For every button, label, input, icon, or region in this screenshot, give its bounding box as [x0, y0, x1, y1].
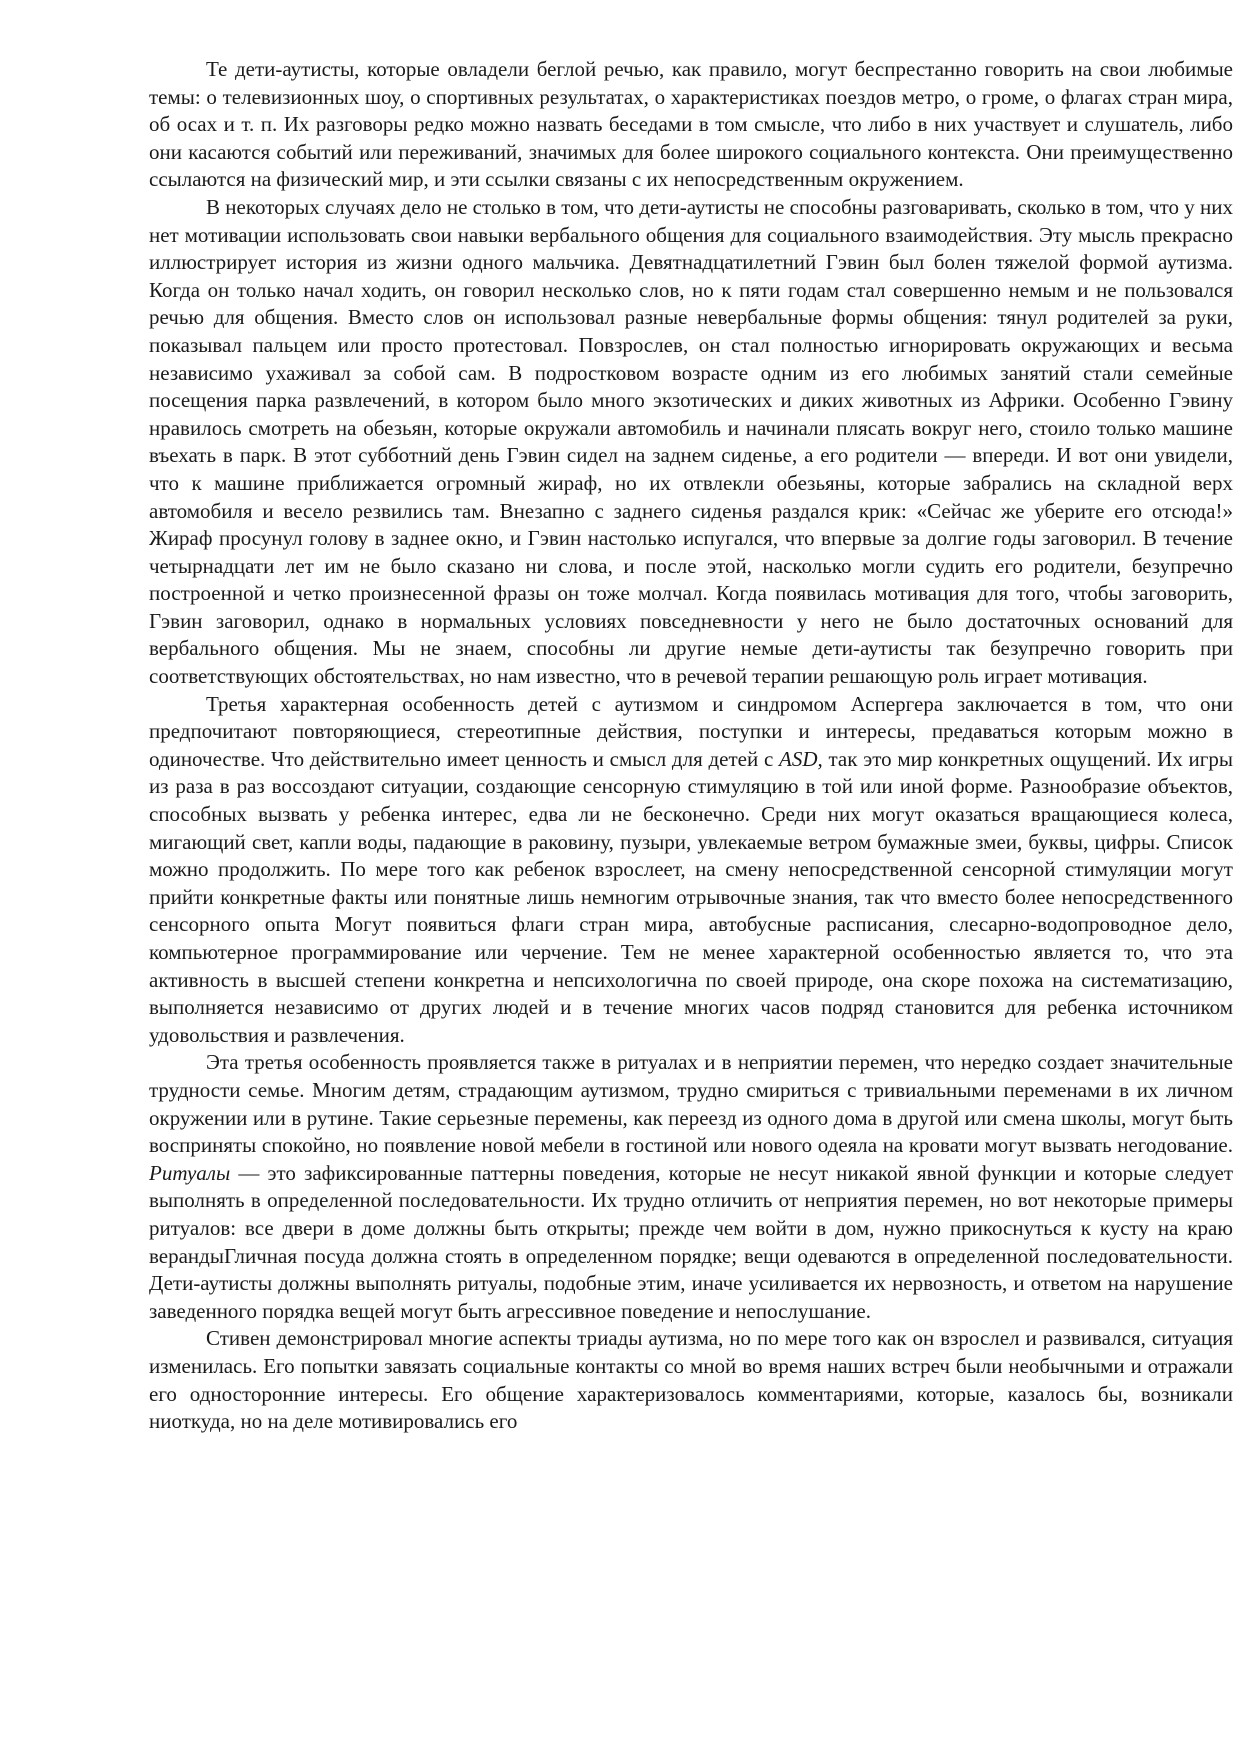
body-text [149, 56, 1233, 1436]
paragraph-4 [149, 1049, 1233, 1325]
paragraph-2-text: В некоторых случаях дело не столько в том, что дети-аутисты не способны разговаривать, сколько в том, что у них нет мотивации использовать свои навыки вербального общения для социального взаимодействия. Эту мысль прекрасно иллюстрирует история из жизни одного мальчика. Девятнадцатилетний Гэвин был болен тяжелой формой аутизма. Когда он только начал ходить, он говорил несколько слов, но к пяти годам стал совершенно немым и не пользовался речью для общения. Вместо слов он использовал разные невербальные формы общения: тянул родителей за руки, показывал пальцем или просто протестовал. Повзрослев, он стал полностью игнорировать окружающих и весьма независимо ухаживал за собой сам. В подростковом возрасте одним из его любимых занятий стали семейные посещения парка развлечений, в котором было много экзотических и диких животных из Африки. Особенно Гэвину нравилось смотреть на обезьян, которые окружали автомобиль и начинали плясать вокруг него, стоило только машине въехать в парк. В этот субботний день Гэвин сидел на заднем сиденье, а его родители — впереди. И вот они увидели, что к машине приближается огромный жираф, но их отвлекли обезьяны, которые забрались на складной верх автомобиля и весело резвились там. Внезапно с заднего сиденья раздался крик: «Сейчас же уберите его отсюда!» Жираф просунул голову в заднее окно, и Гэвин настолько испугался, что впервые за долгие годы заговорил. В течение четырнадцати лет им не было сказано ни слова, и после этой, насколько могли судить его родители, безупречно построенной и четко произнесенной фразы он тоже молчал. Когда появилась мотивация для того, чтобы заговорить, Гэвин заговорил, однако в нормальных условиях повседневности у него не было достаточных оснований для вербального общения. Мы не знаем, способны ли другие немые дети-аутисты так безупречно говорить при соответствующих обстоятельствах, но нам известно, что в речевой терапии решающую роль играет мотивация. [149, 194, 1233, 689]
paragraph-4-text-b: — это зафиксированные паттерны поведения, которые не несут никакой явной функции и которые следует выполнять в определенной последовательности. Их трудно отличить от неприятия перемен, но вот некоторые примеры ритуалов: все двери в доме должны быть открыты; прежде чем войти в дом, нужно прикоснуться к кусту на краю верандыГличная посуда должна стоять в определенном порядке; вещи одеваются в определенной последовательности. Дети-аутисты должны выполнять ритуалы, подобные этим, иначе усиливается их нервозность, и ответом на нарушение заведенного порядка вещей могут быть агрессивное поведение и непослушание. [149, 1160, 1233, 1323]
paragraph-3 [149, 691, 1233, 1050]
paragraph-2 [149, 194, 1233, 691]
paragraph-5-text: Стивен демонстрировал многие аспекты триады аутизма, но по мере того как он взрослел и развивался, ситуация изменилась. Его попытки завязать социальные контакты со мной во время наших встреч были необычными и отражали его односторонние интересы. Его общение характеризовалось комментариями, которые, казалось бы, возникали ниоткуда, но на деле мотивировались его [149, 1326, 1233, 1434]
paragraph-5 [149, 1325, 1233, 1435]
paragraph-3-asd-term: ASD, [779, 746, 823, 771]
paragraph-4-rituals-term: Ритуалы [149, 1160, 231, 1185]
paragraph-1 [149, 56, 1233, 194]
paragraph-3-text-a: Третья характерная особенность детей с аутизмом и синдромом Аспергера заключается в том, что они предпочитают повторяющиеся, стереотипные действия, поступки и интересы, предаваться которым можно в одиночестве. Что действительно имеет ценность и смысл для детей с [149, 691, 1233, 771]
paragraph-3-text-b: так это мир конкретных ощущений. Их игры из раза в раз воссоздают ситуации, создающие сенсорную стимуляцию в той или иной форме. Разнообразие объектов, способных вызвать у ребенка интерес, едва ли не бесконечно. Среди них могут оказаться вращающиеся колеса, мигающий свет, капли воды, падающие в раковину, пузыри, увлекаемые ветром бумажные змеи, буквы, цифры. Список можно продолжить. По мере того как ребенок взрослеет, на смену непосредственной сенсорной стимуляции могут прийти конкретные факты или понятные лишь немногим отрывочные знания, так что вместо более непосредственного сенсорного опыта Могут появиться флаги стран мира, автобусные расписания, слесарно-водопроводное дело, компьютерное программирование или черчение. Тем не менее характерной особенностью является то, что эта активность в высшей степени конкретна и непсихологична по своей природе, она скоре похожа на систематизацию, выполняется независимо от других людей и в течение многих часов подряд становится для ребенка источником удовольствия и развлечения. [149, 746, 1233, 1047]
paragraph-4-text-a: Эта третья особенность проявляется также в ритуалах и в неприятии перемен, что нередко создает значительные трудности семье. Многим детям, страдающим аутизмом, трудно смириться с тривиальными переменами в их личном окружении или в рутине. Такие серьезные перемены, как переезд из одного дома в другой или смена школы, могут быть восприняты спокойно, но появление новой мебели в гостиной или нового одеяла на кровати могут вызвать негодование. [149, 1050, 1233, 1158]
paragraph-1-text: Те дети-аутисты, которые овладели беглой речью, как правило, могут беспрестанно говорить на свои любимые темы: о телевизионных шоу, о спортивных результатах, о характеристиках поездов метро, о громе, о флагах стран мира, об осах и т. п. Их разговоры редко можно назвать беседами в том смысле, что либо в них участвует и слушатель, либо они касаются событий или переживаний, значимых для более широкого социального контекста. Они преимущественно ссылаются на физический мир, и эти ссылки связаны с их непосредственным окружением. [149, 57, 1233, 192]
